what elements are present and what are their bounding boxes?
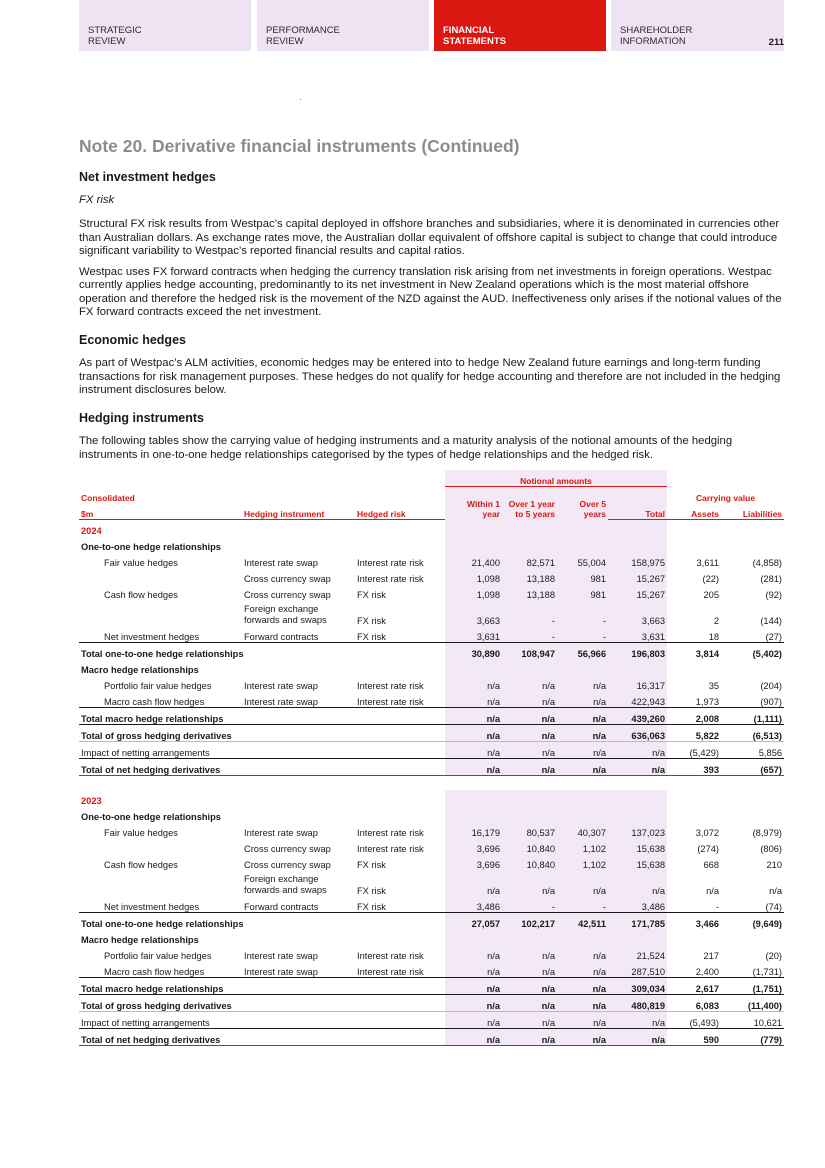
within-1-year-cell: n/a [445,691,502,708]
over-1-year-cell: n/a [502,994,557,1011]
over-5-years-cell: - [557,600,608,626]
assets-cell: 2 [713,615,720,626]
hedging-instrument-cell: Forward contracts [244,631,319,642]
within-1-year-cell: 3,486 [445,896,502,913]
over-5-years-cell: n/a [557,724,608,741]
col-within-1-year-line2: year [482,509,500,520]
total-cell: 15,267 [608,568,667,584]
nav-tab-line: SHAREHOLDER [620,25,693,36]
within-1-year-cell: n/a [445,675,502,691]
stray-dot [300,99,301,100]
table-body [79,519,784,1045]
over-5-years-cell: 42,511 [557,912,608,929]
assets-cell: 3,466 [667,912,721,929]
over-1-year-cell: n/a [502,870,557,896]
nav-tab-line: STATEMENTS [443,36,506,47]
section-label: Macro hedge relationships [81,664,199,675]
carrying-value-label: Carrying value [696,492,756,503]
over-5-years-cell: 55,004 [557,552,608,568]
liabilities-cell: (20) [765,950,783,961]
within-1-year-cell: n/a [445,724,502,741]
liabilities-cell: (6,513) [721,724,784,741]
assets-cell: 217 [703,950,720,961]
notional-amounts-label: Notional amounts [445,470,667,487]
row-label: Total of net hedging derivatives [79,1028,445,1045]
over-5-years-cell: 981 [557,568,608,584]
table-row [79,838,784,854]
over-5-years-cell: n/a [557,758,608,775]
row-label: Macro cash flow hedges [104,966,205,977]
row-label: Fair value hedges [104,827,178,838]
table-section-row [79,659,784,675]
liabilities-cell: 10,621 [721,1011,784,1028]
hedging-instrument-cell: Interest rate swap [244,696,318,707]
assets-cell: (5,493) [667,1011,721,1028]
liabilities-cell: (1,111) [721,707,784,724]
hedged-risk-cell: Interest rate risk [357,827,424,838]
row-label [79,600,242,626]
nav-tab-line: REVIEW [88,36,126,47]
total-cell: 422,943 [608,691,667,708]
over-1-year-cell: 10,840 [502,838,557,854]
within-1-year-cell: 1,098 [445,584,502,600]
table-row [79,600,784,626]
assets-cell: 2,008 [667,707,721,724]
col-over-1-year: Over 1 year [508,499,555,510]
over-1-year-cell: - [502,600,557,626]
over-5-years-cell: 1,102 [557,838,608,854]
table-total-row [79,724,784,741]
table-row [79,822,784,838]
over-5-years-cell: 981 [557,584,608,600]
liabilities-cell: n/a [769,885,783,896]
assets-cell: 205 [703,589,720,600]
hedging-instruments-paragraph: The following tables show the carrying value of hedging instruments and a maturity analysis of the notional amounts of the hedging instruments in one-to-one hedge relationships categorised by the types of hedge relationships and the hedged risk. [79,435,733,461]
over-1-year-cell: n/a [502,758,557,775]
net-investment-heading: Net investment hedges [79,170,216,184]
over-1-year-cell: n/a [502,741,557,758]
table-year-row [79,790,784,806]
table-spacer-row [79,775,784,790]
total-cell: 15,638 [608,854,667,870]
row-label: Cash flow hedges [104,589,178,600]
col-hedged-risk: Hedged risk [355,503,445,520]
hedging-instrument-cell: Interest rate swap [244,557,318,568]
within-1-year-cell: 3,663 [445,600,502,626]
assets-cell: 590 [667,1028,721,1045]
table-total-row [79,994,784,1011]
within-1-year-cell: n/a [445,1011,502,1028]
total-cell: 287,510 [608,961,667,978]
over-5-years-cell: n/a [557,994,608,1011]
assets-cell: - [715,901,720,912]
row-label: Portfolio fair value hedges [104,950,212,961]
total-cell: 137,023 [608,822,667,838]
hedging-instrument-cell: Cross currency swap [244,589,331,600]
nav-tab-line: INFORMATION [620,36,686,47]
assets-cell: 5,822 [667,724,721,741]
nav-tab-line: FINANCIAL [443,25,495,36]
liabilities-cell: (8,979) [752,827,783,838]
liabilities-cell: (657) [721,758,784,775]
within-1-year-cell: n/a [445,707,502,724]
over-1-year-cell: 13,188 [502,584,557,600]
assets-cell: (22) [702,573,720,584]
row-label: Total macro hedge relationships [79,977,445,994]
year-label: 2023 [81,795,102,806]
table-total-row [79,707,784,724]
table-row [79,945,784,961]
liabilities-cell: (806) [760,843,783,854]
table-row [79,691,784,708]
row-label: Net investment hedges [104,901,200,912]
within-1-year-cell: n/a [445,994,502,1011]
total-cell: 171,785 [608,912,667,929]
within-1-year-cell: n/a [445,1028,502,1045]
table-total-row [79,1011,784,1028]
hedging-instrument-cell: Cross currency swap [244,573,331,584]
hedged-risk-cell: Interest rate risk [357,557,424,568]
table-total-row [79,758,784,775]
liabilities-cell: (779) [721,1028,784,1045]
over-1-year-cell: n/a [502,691,557,708]
table-total-row [79,1028,784,1045]
within-1-year-cell: n/a [445,741,502,758]
table-row [79,896,784,913]
row-label: Portfolio fair value hedges [104,680,212,691]
within-1-year-cell: 3,696 [445,838,502,854]
liabilities-cell: (907) [760,696,783,707]
over-5-years-cell: n/a [557,1028,608,1045]
table-total-row [79,642,784,659]
liabilities-cell: (204) [760,680,783,691]
hedging-instruments-heading: Hedging instruments [79,411,205,426]
col-hedging-instrument: Hedging instrument [242,503,355,520]
table-section-row [79,806,784,822]
assets-cell: 668 [703,859,720,870]
total-cell: n/a [608,1028,667,1045]
hedging-instrument-cell: Interest rate swap [244,966,318,977]
total-cell: n/a [608,741,667,758]
table-row [79,568,784,584]
col-total: Total [608,503,667,520]
over-1-year-cell: 80,537 [502,822,557,838]
hedging-instrument-cell: Foreign exchange forwards and swaps [244,873,327,895]
row-label: Cash flow hedges [104,859,178,870]
liabilities-cell: (11,400) [721,994,784,1011]
total-cell: n/a [608,870,667,896]
section-label: One-to-one hedge relationships [81,541,221,552]
hedging-instrument-cell: Forward contracts [244,901,319,912]
hedged-risk-cell: FX risk [357,615,386,626]
over-1-year-cell: n/a [502,707,557,724]
within-1-year-cell: n/a [445,945,502,961]
liabilities-cell: (27) [765,631,783,642]
total-cell: n/a [608,758,667,775]
over-5-years-cell: 56,966 [557,642,608,659]
assets-cell: 3,072 [695,827,720,838]
liabilities-cell: (1,751) [721,977,784,994]
total-cell: 196,803 [608,642,667,659]
over-5-years-cell: 1,102 [557,854,608,870]
row-label: Fair value hedges [104,557,178,568]
over-5-years-cell: n/a [557,741,608,758]
row-label: Impact of netting arrangements [79,1011,445,1028]
over-1-year-cell: n/a [502,945,557,961]
table-row [79,584,784,600]
nav-tab-line: PERFORMANCE [266,25,340,36]
nav-tab-performance-review[interactable] [257,0,429,51]
total-cell: 3,486 [608,896,667,913]
col-within-1-year: Within 1 [467,499,500,510]
total-cell: 636,063 [608,724,667,741]
within-1-year-cell: n/a [445,961,502,978]
col-liabilities: Liabilities [721,503,784,520]
nav-tab-shareholder-information[interactable] [611,0,784,51]
over-5-years-cell: n/a [557,977,608,994]
hedged-risk-cell: Interest rate risk [357,696,424,707]
assets-cell: 6,083 [667,994,721,1011]
row-label [79,568,242,584]
fx-risk-subheading: FX risk [79,194,115,206]
assets-cell: n/a [706,885,720,896]
page-number: 211 [768,37,784,48]
within-1-year-cell: 16,179 [445,822,502,838]
hedging-instrument-cell: Foreign exchange forwards and swaps [244,603,327,625]
table-row [79,961,784,978]
hedging-instrument-cell: Interest rate swap [244,680,318,691]
within-1-year-cell: 3,631 [445,626,502,643]
table-year-row [79,519,784,536]
assets-cell: 1,973 [695,696,720,707]
row-label: Total one-to-one hedge relationships [79,912,445,929]
row-label: Net investment hedges [104,631,200,642]
hedged-risk-cell: Interest rate risk [357,950,424,961]
nav-tab-financial-statements[interactable] [434,0,606,51]
within-1-year-cell: 30,890 [445,642,502,659]
assets-cell: (5,429) [667,741,721,758]
over-1-year-cell: 13,188 [502,568,557,584]
over-1-year-cell: n/a [502,1028,557,1045]
total-cell: 439,260 [608,707,667,724]
within-1-year-cell: 27,057 [445,912,502,929]
within-1-year-cell: n/a [445,758,502,775]
hedged-risk-cell: Interest rate risk [357,843,424,854]
net-investment-paragraph-1: Structural FX risk results from Westpac’s capital deployed in offshore branches and subsidiaries, where it is denominated in currencies other than Australian dollars. As exchange rates move, the Australian dollar equivalent of offshore capital is subject to change that could introduce significant variability to Westpac’s reported financial results and capital ratios. [79,218,780,257]
total-cell: 158,975 [608,552,667,568]
over-1-year-cell: 108,947 [502,642,557,659]
assets-cell: 35 [708,680,720,691]
economic-hedges-heading: Economic hedges [79,333,186,348]
liabilities-cell: (92) [765,589,783,600]
over-5-years-cell: n/a [557,1011,608,1028]
within-1-year-cell: n/a [445,977,502,994]
hedged-risk-cell: Interest rate risk [357,680,424,691]
liabilities-cell: (144) [760,615,783,626]
over-1-year-cell: 10,840 [502,854,557,870]
col-assets: Assets [667,503,721,520]
total-cell: 3,631 [608,626,667,643]
hedged-risk-cell: Interest rate risk [357,966,424,977]
assets-cell: 2,617 [667,977,721,994]
over-1-year-cell: - [502,896,557,913]
total-cell: 15,267 [608,584,667,600]
over-1-year-cell: n/a [502,1011,557,1028]
nav-tab-line: REVIEW [266,36,304,47]
assets-cell: 2,400 [695,966,720,977]
within-1-year-cell: 21,400 [445,552,502,568]
consolidated-label: Consolidated [81,492,135,503]
table-section-row [79,929,784,945]
net-investment-paragraph-2: Westpac uses FX forward contracts when hedging the currency translation risk arising from net investments in foreign operations. Westpac currently applies hedge accounting, predominantly to its net investment in New Zealand operations which is the most material offshore operation and therefore the hedged risk is the movement of the NZD against the AUD. Ineffectiveness only arises if the notional values of the FX forward contracts exceed the net investment. [79,266,782,319]
hedged-risk-cell: FX risk [357,885,386,896]
liabilities-cell: (1,731) [752,966,783,977]
assets-cell: 18 [708,631,720,642]
within-1-year-cell: 1,098 [445,568,502,584]
hedging-instrument-cell: Interest rate swap [244,827,318,838]
table-row [79,552,784,568]
liabilities-cell: (4,858) [752,557,783,568]
over-1-year-cell: n/a [502,977,557,994]
hedged-risk-cell: Interest rate risk [357,573,424,584]
col-over-5-years: Over 5 [579,499,606,510]
main-content [79,136,784,1046]
row-label: Total of net hedging derivatives [79,758,445,775]
hedging-instrument-cell: Cross currency swap [244,859,331,870]
table-row [79,870,784,896]
unit-label: $m [79,503,242,520]
assets-cell: 3,814 [667,642,721,659]
total-cell: 3,663 [608,600,667,626]
row-label: Impact of netting arrangements [79,741,445,758]
hedging-instrument-cell: Cross currency swap [244,843,331,854]
total-cell: 16,317 [608,675,667,691]
row-label: Total of gross hedging derivatives [79,724,445,741]
over-1-year-cell: 82,571 [502,552,557,568]
over-5-years-cell: n/a [557,945,608,961]
over-5-years-cell: n/a [557,707,608,724]
table-total-row [79,912,784,929]
over-5-years-cell: n/a [557,675,608,691]
row-label [79,870,242,896]
over-1-year-cell: n/a [502,724,557,741]
over-5-years-cell: n/a [557,691,608,708]
row-label: Total macro hedge relationships [79,707,445,724]
row-label: Macro cash flow hedges [104,696,205,707]
table-row [79,675,784,691]
year-label: 2024 [81,525,102,536]
over-1-year-cell: n/a [502,675,557,691]
within-1-year-cell: n/a [445,870,502,896]
liabilities-cell: 210 [766,859,783,870]
hedged-risk-cell: FX risk [357,631,386,642]
row-label: Total one-to-one hedge relationships [79,642,445,659]
table-total-row [79,977,784,994]
liabilities-cell: (5,402) [721,642,784,659]
over-1-year-cell: - [502,626,557,643]
nav-tab-strategic-review[interactable] [79,0,251,51]
nav-tab-line: STRATEGIC [88,25,142,36]
liabilities-cell: 5,856 [721,741,784,758]
table-total-row [79,741,784,758]
assets-cell: (274) [697,843,720,854]
table-row [79,626,784,643]
total-cell: n/a [608,1011,667,1028]
liabilities-cell: (74) [765,901,783,912]
economic-hedges-paragraph: As part of Westpac’s ALM activities, economic hedges may be entered into to hedge New Zealand future earnings and long-term funding transactions for risk management purposes. These hedges do not qualify for hedge accounting and therefore are not included in the hedging instrument disclosures below. [79,357,781,396]
hedging-instruments-table [79,470,784,1046]
over-1-year-cell: n/a [502,961,557,978]
over-1-year-cell: 102,217 [502,912,557,929]
hedging-instrument-cell: Interest rate swap [244,950,318,961]
assets-cell: 3,611 [696,557,720,568]
total-cell: 480,819 [608,994,667,1011]
within-1-year-cell: 3,696 [445,854,502,870]
table-section-row [79,536,784,552]
section-label: One-to-one hedge relationships [81,811,221,822]
hedged-risk-cell: FX risk [357,859,386,870]
over-5-years-cell: 40,307 [557,822,608,838]
over-5-years-cell: - [557,896,608,913]
over-5-years-cell: n/a [557,961,608,978]
liabilities-cell: (9,649) [721,912,784,929]
page-title: Note 20. Derivative financial instruments (Continued) [79,136,520,156]
assets-cell: 393 [667,758,721,775]
liabilities-cell: (281) [760,573,783,584]
col-over-5-years-line2: years [583,509,606,520]
section-navigation [79,0,784,51]
total-cell: 21,524 [608,945,667,961]
section-label: Macro hedge relationships [81,934,199,945]
over-5-years-cell: - [557,626,608,643]
col-over-1-year-line2: to 5 years [515,509,555,520]
table-row [79,854,784,870]
hedged-risk-cell: FX risk [357,901,386,912]
total-cell: 309,034 [608,977,667,994]
over-5-years-cell: n/a [557,870,608,896]
row-label: Total of gross hedging derivatives [79,994,445,1011]
row-label [79,838,242,854]
total-cell: 15,638 [608,838,667,854]
hedged-risk-cell: FX risk [357,589,386,600]
